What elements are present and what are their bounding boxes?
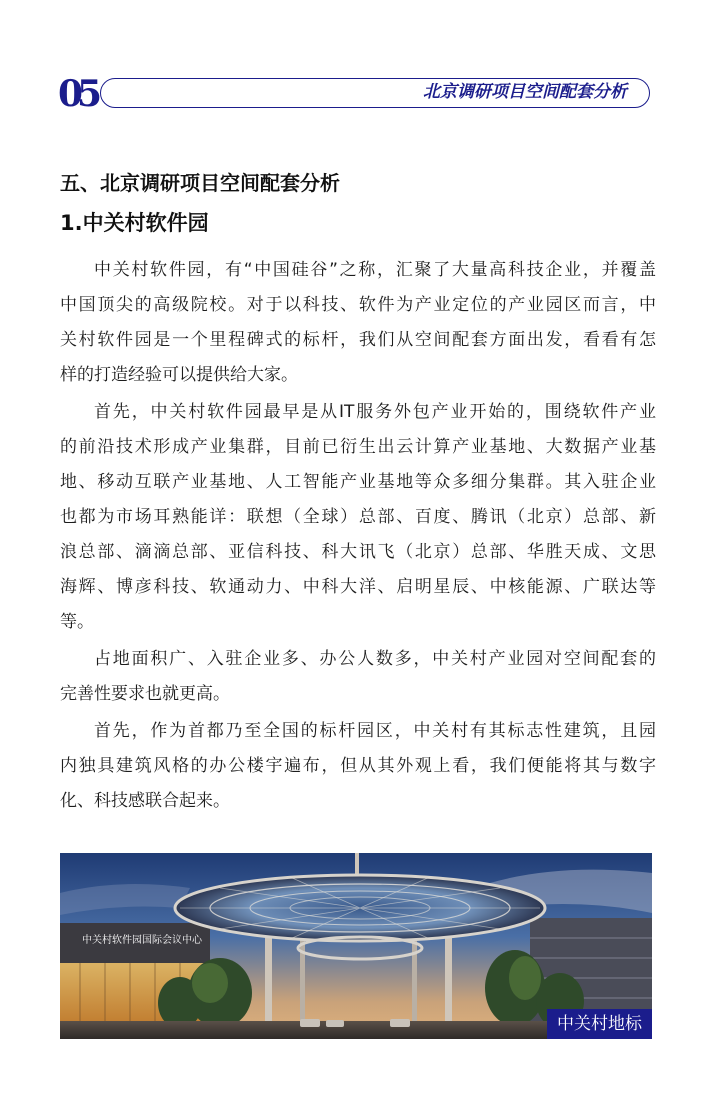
building-sign: 中关村软件园国际会议中心	[82, 935, 202, 946]
paragraph	[60, 253, 656, 393]
paragraph-line: 中关村软件园，有“中国硅谷”之称，汇聚了大量高科技企业，并覆盖	[94, 260, 656, 280]
section-heading: 五、北京调研项目空间配套分析	[60, 171, 340, 195]
header-title: 北京调研项目空间配套分析	[423, 82, 627, 102]
paragraph-line: 的前沿技术形成产业集群，目前已衍生出云计算产业基地、大数据产业基	[60, 437, 656, 457]
paragraph-line: 首先，中关村软件园最早是从IT服务外包产业开始的，围绕软件产业	[94, 402, 656, 422]
paragraph-line: 化、科技感联合起来。	[60, 791, 230, 811]
paragraph	[60, 642, 656, 712]
sub-heading: 1.中关村软件园	[60, 211, 209, 235]
paragraph-line: 也都为市场耳熟能详：联想（全球）总部、百度、腾讯（北京）总部、新	[60, 507, 656, 527]
paragraph-line: 等。	[60, 612, 94, 632]
paragraph	[60, 395, 656, 640]
article-body	[60, 253, 656, 821]
photo-caption: 中关村地标	[547, 1009, 652, 1039]
landmark-photo	[60, 853, 652, 1039]
page-header	[58, 74, 654, 114]
paragraph-line: 首先，作为首都乃至全国的标杆园区，中关村有其标志性建筑，且园	[94, 721, 656, 741]
paragraph-line: 中国顶尖的高级院校。对于以科技、软件为产业定位的产业园区而言，中	[60, 295, 656, 315]
paragraph-line: 海辉、博彦科技、软通动力、中科大洋、启明星辰、中核能源、广联达等	[60, 577, 656, 597]
paragraph-line: 样的打造经验可以提供给大家。	[60, 365, 298, 385]
paragraph-line: 内独具建筑风格的办公楼宇遍布，但从其外观上看，我们便能将其与数字	[60, 756, 656, 776]
paragraph-line: 关村软件园是一个里程碑式的标杆，我们从空间配套方面出发，看看有怎	[60, 330, 656, 350]
paragraph-line: 占地面积广、入驻企业多、办公人数多，中关村产业园对空间配套的	[94, 649, 656, 669]
paragraph-line: 完善性要求也就更高。	[60, 684, 230, 704]
paragraph-line: 浪总部、滴滴总部、亚信科技、科大讯飞（北京）总部、华胜天成、文思	[60, 542, 656, 562]
paragraph	[60, 714, 656, 819]
paragraph-line: 地、移动互联产业基地、人工智能产业基地等众多细分集群。其入驻企业	[60, 472, 656, 492]
header-banner	[100, 78, 650, 108]
page-number: 05	[58, 73, 97, 115]
